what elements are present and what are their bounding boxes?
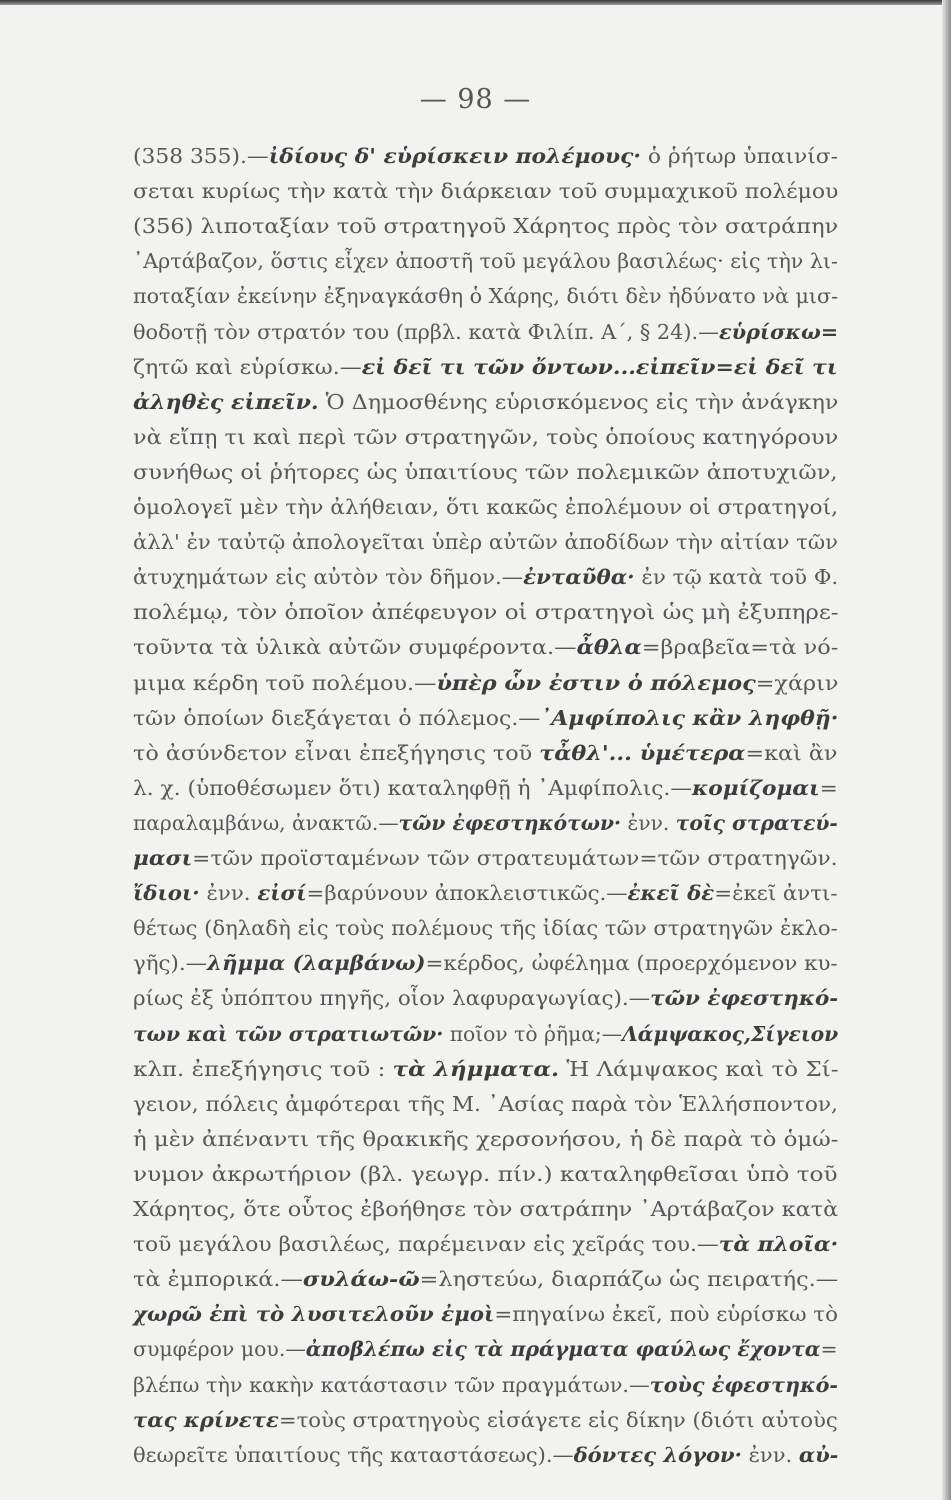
text-line: τας κρίνετε=τοὺς στρατηγοὺς εἰσάγετε εἰς δίκην (διότι αὐτοὺς <box>133 1407 838 1432</box>
text-line: σεται κυρίως τὴν κατὰ τὴν διάρκειαν τοῦ συμμαχικοῦ πολέμου <box>133 179 839 204</box>
text-line: (356) λιποταξίαν τοῦ στρατηγοῦ Χάρητος πρὸς τὸν σατράπην <box>133 214 839 239</box>
text-line: γῆς).—λῆμμα (λαμβάνω)=κέρδος, ὠφέλημα (προερχόμενον κυ- <box>133 951 838 976</box>
text-line: πολέμῳ, τὸν ὁποῖον ἀπέφευγον οἱ στρατηγοὶ ὡς μὴ ἐξυπηρε- <box>133 600 839 625</box>
text-line: τοῦ μεγάλου βασιλέως, παρέμειναν εἰς χεῖράς του.—τὰ πλοῖα· <box>133 1232 839 1257</box>
text-line: ἀληθὲς εἰπεῖν. Ὁ Δημοσθένης εὑρισκόμενος εἰς τὴν ἀνάγκην <box>133 389 839 414</box>
text-line: τὸ ἀσύνδετον εἶναι ἐπεξήγησις τοῦ τἆθλ'... ὑμέτερα=καὶ ἂν <box>133 740 838 765</box>
text-line: ἀτυχημάτων εἰς αὐτὸν τὸν δῆμον.—ἐνταῦθα· ἐν τῷ κατὰ τοῦ Φ. <box>133 565 839 590</box>
text-line: συμφέρον μου.—ἀποβλέπω εἰς τὰ πράγματα φαύλως ἔχοντα= <box>133 1337 838 1362</box>
text-line: ποταξίαν ἐκείνην ἐξηναγκάσθη ὁ Χάρης, διότι δὲν ἠδύνατο νὰ μισ- <box>133 284 839 309</box>
text-line: γειον, πόλεις ἀμφότεραι τῆς Μ. ᾿Ασίας παρὰ τὸν Ἑλλήσποντον, <box>133 1091 838 1116</box>
text-line: τῶν ὁποίων διεξάγεται ὁ πόλεμος.—᾿Αμφίπολις κἂν ληφθῇ· <box>133 705 839 730</box>
text-line: ζητῶ καὶ εὑρίσκω.—εἰ δεῖ τι τῶν ὄντων...εἰπεῖν=εἰ δεῖ τι <box>133 354 838 379</box>
text-line: βλέπω τὴν κακὴν κατάστασιν τῶν πραγμάτων.—τοὺς ἐφεστηκό- <box>133 1372 839 1397</box>
text-line: τοῦντα τὰ ὑλικὰ αὐτῶν συμφέροντα.—ἆθλα=βραβεῖα=τὰ νό- <box>133 635 839 660</box>
text-line: ἴδιοι· ἐνν. εἰσί=βαρύνουν ἀποκλειστικῶς.—ἐκεῖ δὲ=ἐκεῖ ἀντι- <box>133 881 838 906</box>
text-line: θεωρεῖτε ὑπαιτίους τῆς καταστάσεως).—δόντες λόγον· ἐνν. αὐ- <box>133 1442 839 1467</box>
text-line: των καὶ τῶν στρατιωτῶν· ποῖον τὸ ῥῆμα;—Λάμψακος,Σίγειον <box>133 1021 839 1046</box>
text-line: ὁμολογεῖ μὲν τὴν ἀλήθειαν, ὅτι κακῶς ἐπολέμουν οἱ στρατηγοί, <box>133 495 838 519</box>
text-line: νὰ εἴπῃ τι καὶ περὶ τῶν στρατηγῶν, τοὺς ὁποίους κατηγόρουν <box>133 424 839 449</box>
text-line: ᾿Αρτάβαζον, ὅστις εἶχεν ἀποστῆ τοῦ μεγάλου βασιλέως· εἰς τὴν λι- <box>133 249 838 274</box>
text-line: ἡ μὲν ἀπέναντι τῆς θρακικῆς χερσονήσου, ἡ δὲ παρὰ τὸ ὁμώ- <box>133 1126 839 1151</box>
text-line: συνήθως οἱ ῥήτορες ὡς ὑπαιτίους τῶν πολεμικῶν ἀποτυχιῶν, <box>133 459 838 484</box>
text-line: μιμα κέρδη τοῦ πολέμου.—ὑπὲρ ὧν ἐστιν ὁ πόλεμος=χάριν <box>133 670 839 695</box>
text-line: θοδοτῇ τὸν στρατόν του (πρβλ. κατὰ Φιλίπ. Α΄, § 24).—εὑρίσκω= <box>133 319 839 344</box>
text-line: ἀλλ' ἐν ταὐτῷ ἀπολογεῖται ὑπὲρ αὐτῶν ἀποδίδων τὴν αἰτίαν τῶν <box>133 530 838 555</box>
page-number: — 98 — <box>419 84 532 115</box>
text-line: νυμον ἀκρωτήριον (βλ. γεωγρ. πίν.) καταληφθεῖσαι ὑπὸ τοῦ <box>133 1161 838 1186</box>
text-line: τὰ ἐμπορικά.—συλάω-ῶ=ληστεύω, διαρπάζω ὡς πειρατής.— <box>133 1267 839 1292</box>
text-line: χωρῶ ἐπὶ τὸ λυσιτελοῦν ἐμοὶ=πηγαίνω ἐκεῖ, ποὺ εὑρίσκω τὸ <box>133 1302 838 1327</box>
text-line: λ. χ. (ὑποθέσωμεν ὅτι) καταληφθῇ ἡ ᾿Αμφίπολις.—κομίζομαι= <box>133 775 838 800</box>
text-line: μασι=τῶν προϊσταμένων τῶν στρατευμάτων=τῶν στρατηγῶν. <box>133 846 838 870</box>
text-line: θέτως (δηλαδὴ εἰς τοὺς πολέμους τῆς ἰδίας τῶν στρατηγῶν ἐκλο- <box>133 916 838 941</box>
text-line: Χάρητος, ὅτε οὗτος ἐβοήθησε τὸν σατράπην ᾿Αρτάβαζον κατὰ <box>133 1197 839 1221</box>
text-line: (358 355).—ἰδίους δ' εὑρίσκειν πολέμους· ὁ ῥήτωρ ὑπαινίσ- <box>133 144 838 168</box>
text-line: κλπ. ἐπεξήγησις τοῦ : τὰ λήμματα. Ἡ Λάμψακος καὶ τὸ Σί- <box>133 1056 839 1081</box>
text-line: ρίως ἐξ ὑπόπτου πηγῆς, οἷον λαφυραγωγίας).—τῶν ἐφεστηκό- <box>133 986 839 1011</box>
text-line: παραλαμβάνω, ἀνακτῶ.—τῶν ἐφεστηκότων· ἐνν. τοῖς στρατεύ- <box>133 810 838 835</box>
